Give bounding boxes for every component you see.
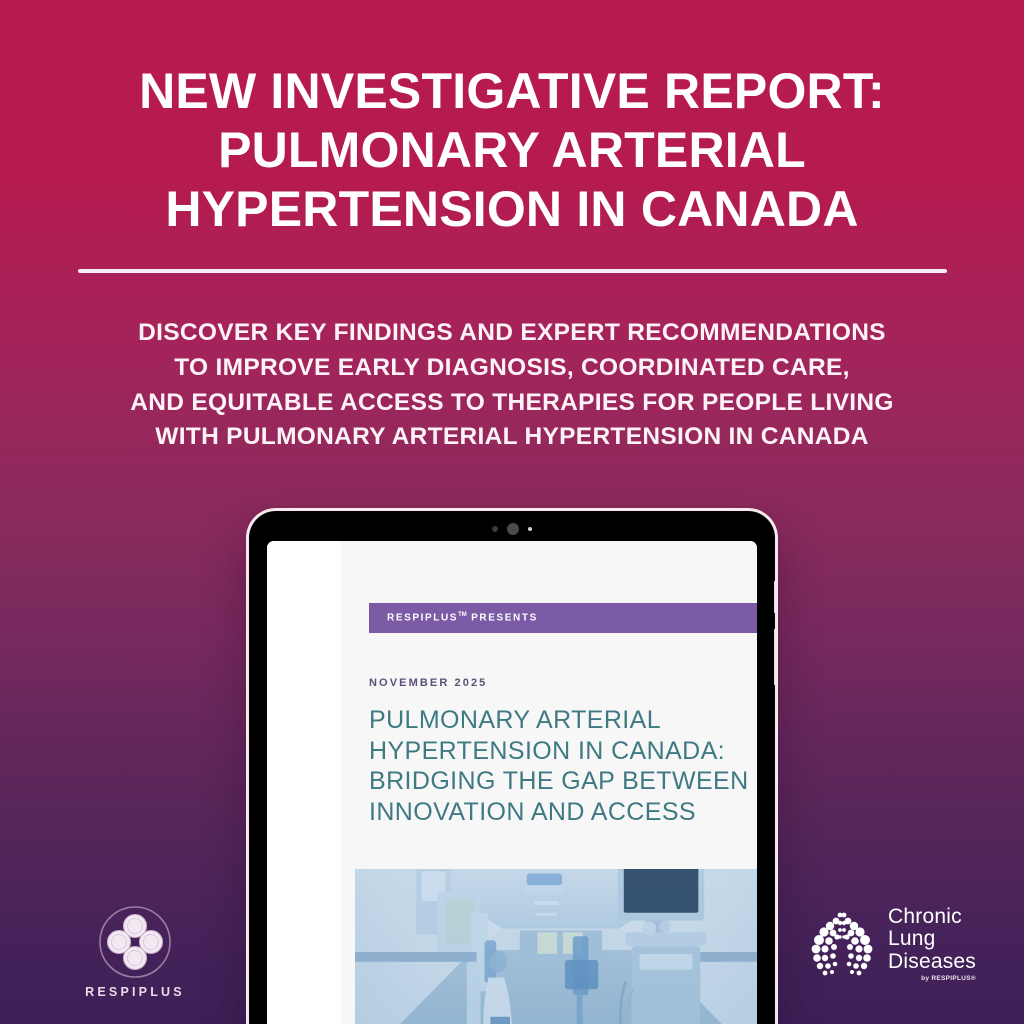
report-title-line-3: BRIDGING THE GAP BETWEEN (369, 767, 749, 795)
subtitle-line-1: DISCOVER KEY FINDINGS AND EXPERT RECOMMENDATIONS (138, 319, 886, 346)
presents-banner (369, 603, 757, 633)
indicator-led-icon (528, 527, 532, 531)
chronic-lung-diseases-wordmark (888, 906, 976, 983)
subtitle-line-3: AND EQUITABLE ACCESS TO THERAPIES FOR PEOPLE LIVING (130, 388, 894, 416)
tablet-bezel (249, 511, 775, 1024)
dotted-lungs-icon (806, 909, 878, 979)
report-title-line-1: PULMONARY ARTERIAL (369, 706, 662, 734)
chronic-lung-diseases-logo (806, 906, 976, 983)
report-title (369, 705, 749, 827)
presents-banner-label: RESPIPLUS™ PRESENTS (387, 612, 538, 624)
subtitle (32, 316, 992, 455)
headline-line-3: HYPERTENSION IN CANADA (165, 181, 859, 237)
cld-line-3: Diseases (888, 949, 976, 973)
headline-line-2: PULMONARY ARTERIAL (218, 122, 806, 178)
hospital-corridor-photo (355, 869, 757, 1024)
subtitle-line-2: TO IMPROVE EARLY DIAGNOSIS, COORDINATED CARE, (174, 353, 850, 381)
report-title-line-2: HYPERTENSION IN CANADA: (369, 736, 726, 765)
headline-line-1: NEW INVESTIGATIVE REPORT: (139, 63, 885, 119)
tablet-power-button[interactable] (774, 629, 775, 685)
tablet-screen (267, 541, 757, 1024)
page-title (42, 62, 982, 239)
divider (78, 269, 947, 273)
camera-lens-icon (507, 523, 519, 535)
respiplus-flower-icon (98, 905, 172, 979)
cld-line-2: Lung (888, 927, 936, 951)
page-margin (267, 541, 341, 1024)
sensor-dot-icon (492, 526, 498, 532)
tablet-mockup (246, 508, 778, 1024)
subtitle-line-4: WITH PULMONARY ARTERIAL HYPERTENSION IN CANADA (155, 423, 869, 451)
report-date: NOVEMBER 2025 (369, 677, 488, 689)
report-title-line-4: INNOVATION AND ACCESS (369, 797, 696, 826)
cld-byline: by RESPIPLUS® (921, 974, 976, 982)
report-cover (341, 541, 757, 1024)
cld-line-1: Chronic (888, 905, 962, 928)
respiplus-wordmark: RESPIPLUS (85, 985, 185, 999)
respiplus-logo (70, 905, 200, 999)
tablet-volume-button[interactable] (774, 581, 775, 613)
tablet-camera-row (249, 523, 775, 535)
